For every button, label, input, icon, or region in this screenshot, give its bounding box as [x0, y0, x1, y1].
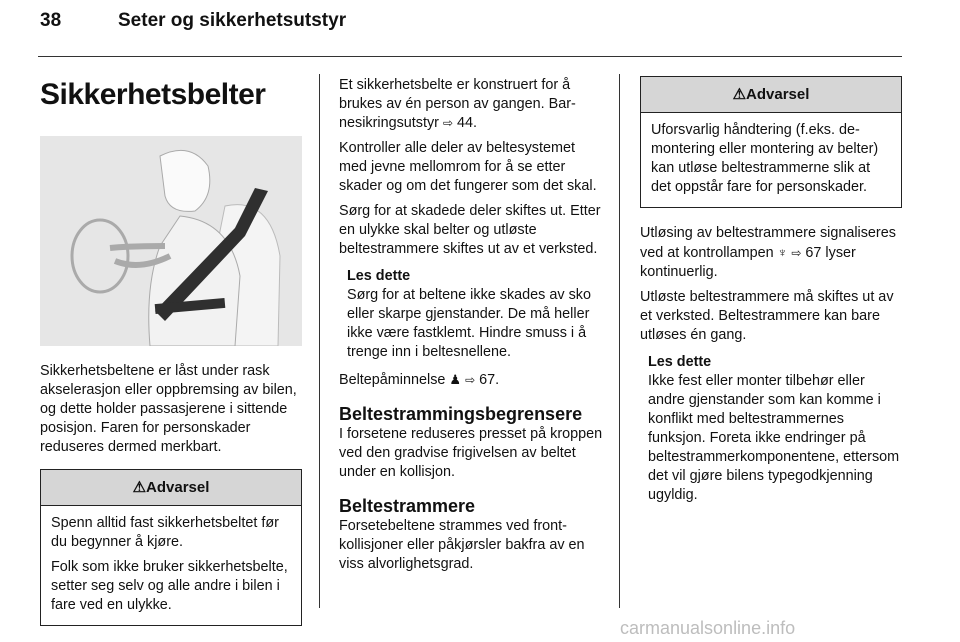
paragraph-text: Utløsing av beltestrammere signaliseres ved at kontrollampen — [640, 225, 896, 261]
note-box — [648, 353, 902, 505]
section-heading: Beltestrammingsbegrensere — [339, 404, 583, 424]
page-reference: 67 — [805, 245, 822, 261]
note-title: Les dette — [347, 268, 411, 284]
warning-header — [41, 470, 301, 506]
warning-title: Advarsel — [746, 86, 810, 103]
warning-triangle-icon: ⚠ — [132, 479, 147, 496]
warning-text: Uforsvarlig håndtering (f.eks. demontering eller montering av belter) kan utløse beltestrammerne slik at det oppstår fare for personskader. — [651, 122, 879, 195]
intro-paragraph: Sikkerhetsbeltene er låst under rask akselerasjon eller oppbremsing av bilen, og dette holder passasjerene i sittende posisjon. Faren for personskader reduseres dermed merkbart. — [40, 363, 297, 455]
page-header — [40, 10, 346, 32]
seatbelt-reminder-icon: ♟ — [449, 372, 462, 387]
warning-box — [640, 76, 902, 208]
note-title: Les dette — [648, 354, 712, 370]
reference-arrow-icon: ⇨ — [442, 116, 454, 130]
reference-arrow-icon: ⇨ — [465, 373, 476, 387]
column-divider — [619, 74, 620, 608]
section-heading: Beltestrammere — [339, 496, 476, 516]
paragraph-text: Et sikkerhetsbelte er konstruert for å brukes av én person av gangen. Barnesikringsutstyr — [339, 77, 576, 131]
paragraph: Sørg for at skadede deler skiftes ut. Etter en ulykke skal belter og utløste beltestrammere skiftes ut av et verksted. — [339, 203, 601, 257]
warning-body — [41, 506, 301, 625]
page-reference: 67. — [479, 372, 500, 388]
page-title: Sikkerhetsbelter — [40, 78, 266, 111]
seatbelt-illustration — [40, 136, 302, 346]
watermark: carmanualsonline.info — [620, 618, 796, 638]
column-1 — [40, 72, 302, 636]
column-divider — [319, 74, 320, 608]
paragraph — [339, 76, 605, 133]
page-reference: 44. — [457, 115, 478, 131]
note-text: Sørg for at beltene ikke skades av sko eller skarpe gjenstander. De må heller ikke være fastklemt. Hindre smuss i å trenge inn i beltesnellene. — [347, 287, 591, 360]
paragraph: Utløste beltestrammere må skiftes ut av et verksted. Beltestrammere kan bare utløses én gang. — [640, 289, 894, 343]
section-title: Seter og sikkerhetsutstyr — [118, 10, 347, 31]
paragraph: Forsetebeltene strammes ved frontkollisjoner eller påkjørsler bakfra av en viss alvorlighetsgrad. — [339, 518, 585, 572]
page-number: 38 — [40, 10, 62, 31]
note-box — [347, 267, 605, 362]
warning-box — [40, 469, 302, 626]
warning-text: Folk som ikke bruker sikkerhetsbelte, setter seg selv og alle andre i bilen i fare ved en ulykke. — [51, 559, 288, 613]
paragraph-text: lyser kontinuerlig. — [640, 245, 856, 280]
warning-title: Advarsel — [146, 479, 210, 496]
warning-body — [641, 113, 901, 207]
column-2 — [339, 76, 605, 580]
header-rule — [38, 56, 902, 57]
paragraph — [339, 370, 605, 390]
paragraph: I forsetene reduseres presset på kroppen ved den gradvise frigivelsen av beltet under en kollisjon. — [339, 426, 603, 480]
reference-arrow-icon: ⇨ — [791, 246, 802, 260]
warning-header — [641, 77, 901, 113]
reminder-text: Beltepåminnelse — [339, 372, 446, 388]
column-3 — [640, 76, 902, 513]
warning-text: Spenn alltid fast sikkerhetsbeltet før du begynner å kjøre. — [51, 515, 279, 550]
note-text: Ikke fest eller monter tilbehør eller andre gjenstander som kan komme i konflikt med beltestrammernes funksjon. Foreta ikke endringer på beltestrammerkomponentene, ettersom det vil gjøre bilens typegodkjenning ugyldig. — [648, 373, 900, 503]
warning-triangle-icon: ⚠ — [732, 86, 747, 103]
paragraph: Kontroller alle deler av beltesystemet med jevne mellomrom for å se etter skader og om det fungerer som det skal. — [339, 140, 597, 194]
airbag-lamp-icon: ♆ — [777, 245, 788, 260]
paragraph — [640, 224, 902, 282]
